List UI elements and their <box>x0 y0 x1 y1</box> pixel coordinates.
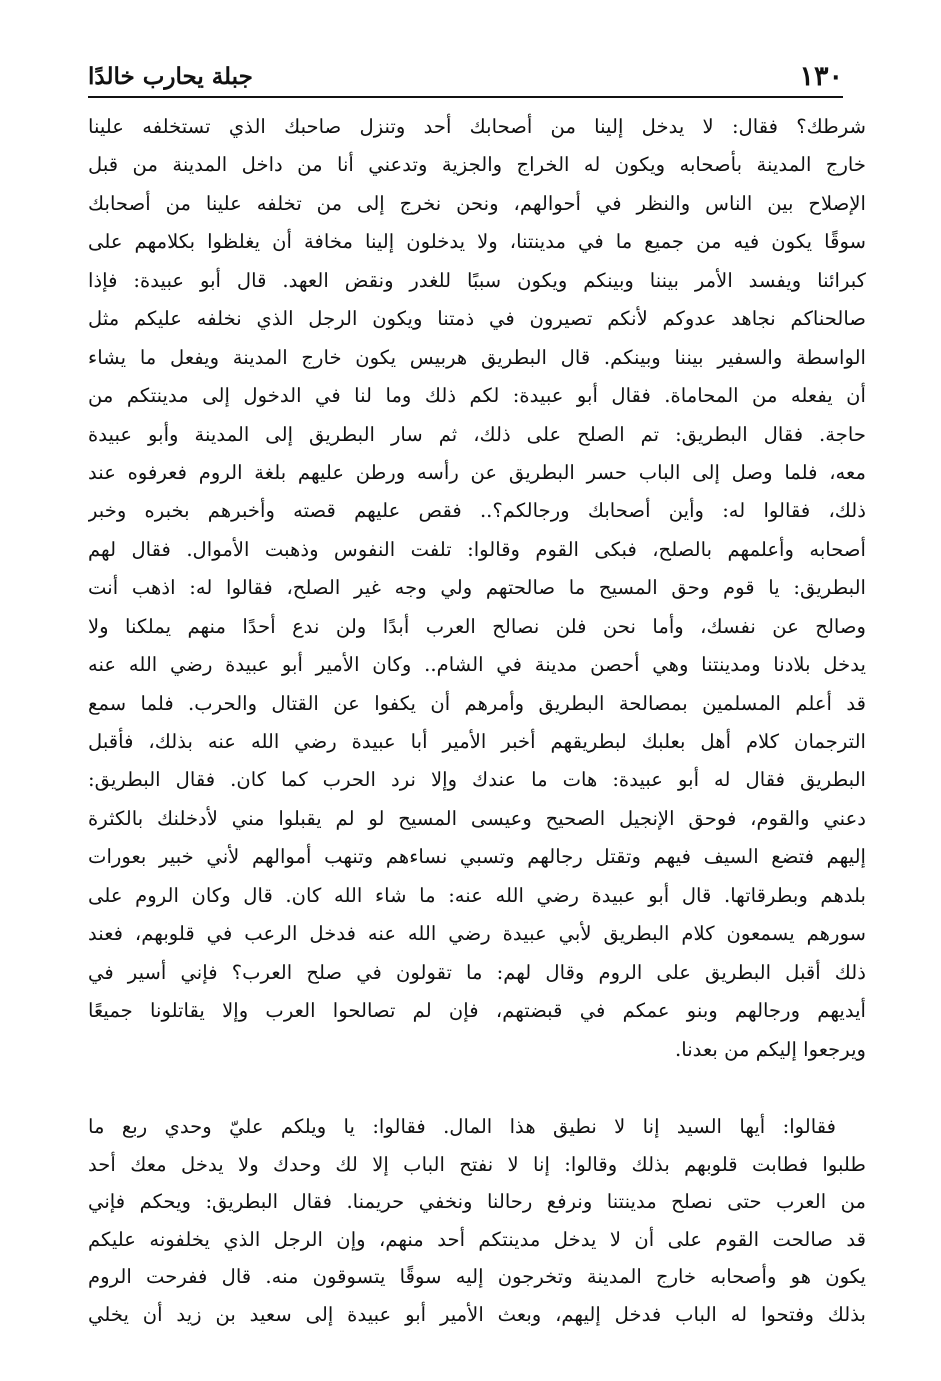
text-line: كبرائنا ويفسد الأمر بيننا وبينكم ويكون سببًا للغدر ونقض العهد. قال أبو عبيدة: فإذا <box>88 268 866 292</box>
text-line: بلدهم وبطرقاتها. قال أبو عبيدة رضي الله عنه: ما شاء الله كان. قال وكان الروم على <box>88 883 866 907</box>
text-line: سوقًا يكون فيه من جميع ما في مدينتنا، ولا يدخلون إلينا مخافة أن يغلظوا بكلامهم على <box>88 230 866 254</box>
text-line: قد أعلم المسلمين بمصالحة البطريق وأمرهم أن يكفوا عن القتال والحرب. فلما سمع <box>88 691 866 715</box>
text-line: يدخل بلادنا ومدينتنا وهي أحصن مدينة في الشام.. وكان الأمير أبو عبيدة رضي الله عنه <box>88 653 866 677</box>
text-line: من العرب حتى نصلح مدينتنا ونرفع رحالنا ونخفي حريمنا. فقال البطريق: ويحكم فإني <box>88 1190 866 1214</box>
page-header <box>88 60 843 98</box>
text-line: دعني والقوم، فوحق الإنجيل الصحيح وعيسى المسيح لو لم يقبلوا مني لأدخلنك بالكثرة <box>88 806 866 830</box>
text-line: بذلك وفتحوا له الباب فدخل إليهم، وبعث الأمير أبو عبيدة إلى سعيد بن زيد أن يخلي <box>88 1302 866 1326</box>
text-line: قد صالحت القوم على أن لا يدخل مدينتكم أحد منهم، وإن الرجل الذي يخلفونه عليكم <box>88 1227 866 1251</box>
text-line: يكون هو وأصحابه خارج المدينة وتخرجون إليه سوقًا يتسوقون منه. قال ففرحت الروم <box>88 1265 866 1289</box>
text-line: أيديهم ورجالهم وبنو عمكم في قبضتهم، فإن لم تصالحوا العرب وإلا يقاتلونا جميعًا <box>88 999 866 1023</box>
paragraph-2 <box>88 1108 866 1334</box>
text-line: خارج المدينة بأصحابه ويكون له الخراج والجزية وتدعني أنا من داخل المدينة من قبل <box>88 153 866 177</box>
text-line: إليهم فتضع السيف فيهم وتقتل رجالهم وتسبي نساءهم وتنهب أموالهم لأني خبير بعورات <box>88 845 866 869</box>
text-line: صالحناكم نجاهد عدوكم لأنكم تصيرون في ذمتنا ويكون الرجل الذي نخلفه عليكم مثل <box>88 307 866 331</box>
text-line: فقالوا: أيها السيد إنا لا نطيق هذا المال. فقالوا: يا ويلكم عليّ وحدي ربع ما <box>88 1115 836 1138</box>
text-line: سورهم يسمعون كلام البطريق لأبي عبيدة رضي الله عنه فدخل الرعب في قلوبهم، فعند <box>88 922 866 946</box>
text-line: ويرجعوا إليكم من بعدنا. <box>675 1037 866 1061</box>
running-title: جبلة يحارب خالدًا <box>88 63 253 90</box>
text-line: الترجمان كلام أهل بعلبك لبطريقهم أخبر الأمير أبا عبيدة رضي الله عنه بذلك، فأقبل <box>88 730 866 753</box>
text-line: وصالح عن نفسك، وأما نحن فلن نصالح العرب أبدًا ولن ندع أحدًا منهم يملكنا ولا <box>88 614 866 638</box>
text-line: ذلك، فقالوا له: وأين أصحابك ورجالكم؟.. فقص عليهم قصته وأخبرهم بخبره وخبر <box>88 499 866 523</box>
text-line: أصحابه وأعلمهم بالصلح، فبكى القوم وقالوا: تلفت النفوس وذهبت الأموال. فقال لهم <box>88 537 866 561</box>
text-line: طلبوا فطابت قلوبهم بذلك وقالوا: إنا لا نفتح الباب إلا لك وحدك ولا يدخل معك أحد <box>88 1152 866 1176</box>
text-line: الواسطة والسفير بيننا وبينكم. قال البطريق هربيس يكون خارج المدينة ويفعل ما يشاء <box>88 345 866 369</box>
text-line: ذلك أقبل البطريق على الروم وقال لهم: ما تقولون في صلح العرب؟ فإني أسير في <box>88 960 866 984</box>
text-line: معه، فلما وصل إلى الباب حسر البطريق عن رأسه ورطن عليهم بلغة الروم فعرفوه عند <box>88 460 866 484</box>
text-line: الإصلاح بين الناس والنظر في أحوالهم، ونحن نخرج إلى من تخلفه علينا من أصحابك <box>88 191 866 215</box>
text-line: البطريق: يا قوم وحق المسيح ما صالحتهم ولي وجه غير الصلح، فقالوا له: اذهب أنت <box>88 576 866 600</box>
page-number: ١٣٠ <box>799 61 843 92</box>
text-line: أن يفعله من المحاماة. فقال أبو عبيدة: لكم ذلك وما لنا في الدخول إلى مدينتكم من <box>88 384 866 408</box>
text-line: حاجة. فقال البطريق: تم الصلح على ذلك، ثم سار البطريق إلى المدينة وأبو عبيدة <box>88 422 866 446</box>
text-line: شرطك؟ فقال: لا يدخل إلينا من أصحابك أحد وتنزل صاحبك الذي تستخلفه علينا <box>88 115 866 138</box>
paragraph-1 <box>88 108 866 1069</box>
text-line: البطريق فقال له أبو عبيدة: هات ما عندك وإلا نرد الحرب كما كان. فقال البطريق: <box>88 768 866 792</box>
